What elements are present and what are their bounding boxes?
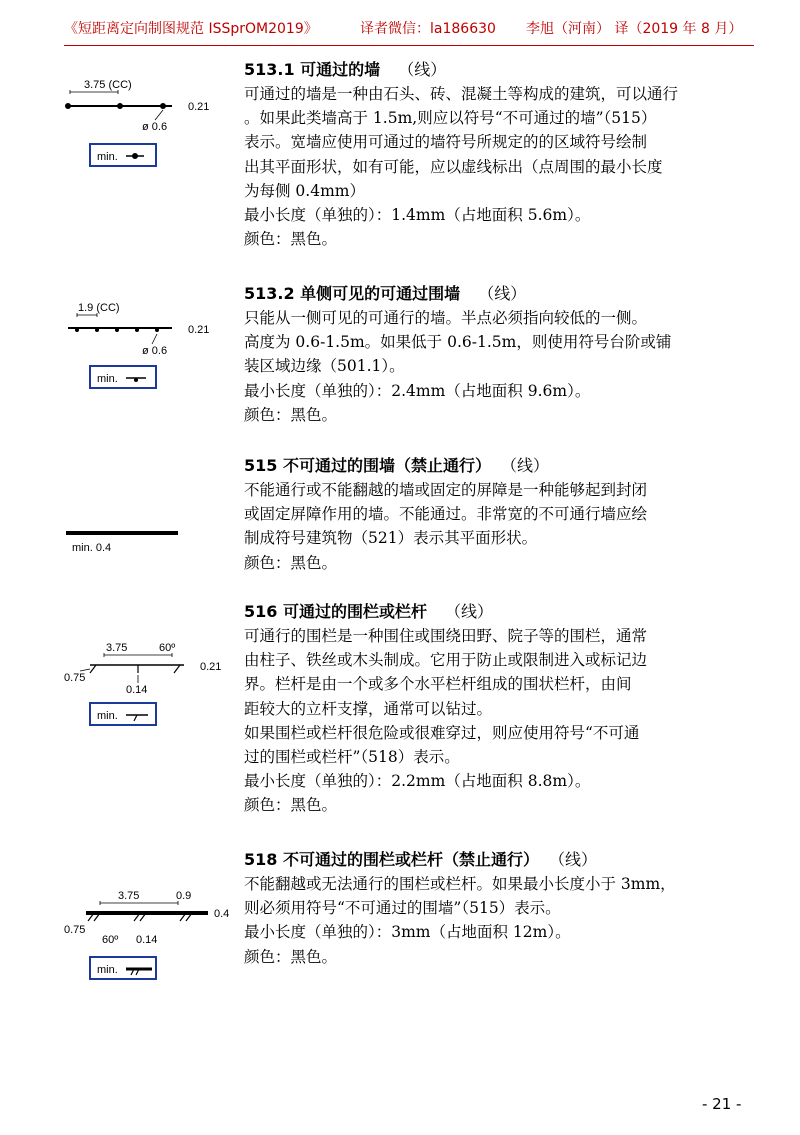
body-line: 颜色：黑色。 xyxy=(244,230,338,249)
body-line: 界。栏杆是由一个或多个水平栏杆组成的围状栏杆，由间 xyxy=(244,675,632,694)
symbol-513-2-diagram xyxy=(60,300,230,440)
symbol-518-diagram xyxy=(60,870,230,1010)
section-title xyxy=(244,600,764,624)
symbol-516-diagram xyxy=(60,620,230,760)
body-line: 则必须用符号“不可通过的围墙”（515）表示。 xyxy=(244,899,561,918)
section-title-text: 518 不可通过的围栏或栏杆（禁止通行） xyxy=(244,850,539,869)
symbol-513-1-min: min. xyxy=(97,151,118,163)
body-line: 最小长度（单独的）：1.4mm（占地面积 5.6m）。 xyxy=(244,206,591,225)
body-line: 装区域边缘（501.1）。 xyxy=(244,357,405,376)
section-type: （线） xyxy=(508,456,549,475)
section-513-2 xyxy=(244,282,764,427)
page-header xyxy=(64,18,754,42)
body-line: 表示。宽墙应使用可通过的墙符号所规定的的区域符号绘制 xyxy=(244,133,648,152)
body-line: 。如果此类墙高于 1.5m,则应以符号“不可通过的墙”（515） xyxy=(244,109,657,128)
body-line: 或固定屏障作用的墙。不能通过。非常宽的不可通行墙应绘 xyxy=(244,505,648,524)
body-line: 为每侧 0.4mm） xyxy=(244,181,365,200)
page-number: - 21 - xyxy=(702,1095,742,1113)
section-513-1 xyxy=(244,58,764,251)
body-line: 颜色：黑色。 xyxy=(244,553,338,572)
section-title xyxy=(244,282,764,306)
symbol-513-2-min: min. xyxy=(97,373,118,385)
section-title-text: 516 可通过的围栏或栏杆 xyxy=(244,602,427,621)
symbol-516-spacing: 3.75 xyxy=(106,642,128,654)
symbol-518-angle: 60º xyxy=(102,934,119,946)
symbol-516-angle: 60º xyxy=(159,642,176,654)
section-type: （线） xyxy=(478,284,527,303)
symbol-518-tick-width: 0.14 xyxy=(136,934,158,946)
symbol-516-min: min. xyxy=(97,710,118,722)
body-line: 只能从一侧可见的可通行的墙。半点必须指向较低的一侧。 xyxy=(244,309,648,327)
symbol-513-1-spacing: 3.75 (CC) xyxy=(84,79,132,91)
section-body xyxy=(244,872,764,969)
body-line: 最小长度（单独的）：2.4mm（占地面积 9.6m）。 xyxy=(244,381,591,400)
body-line: 最小长度（单独的）：2.2mm（占地面积 8.8m）。 xyxy=(244,772,591,791)
section-515 xyxy=(244,454,764,575)
section-body xyxy=(244,82,764,251)
body-line: 最小长度（单独的）：3mm（占地面积 12m）。 xyxy=(244,923,571,942)
section-516 xyxy=(244,600,764,818)
symbol-515-min: min. 0.4 xyxy=(72,542,112,554)
body-line: 不能通行或不能翻越的墙或固定的屏障是一种能够起到封闭 xyxy=(244,481,648,499)
section-body xyxy=(244,306,764,427)
body-line: 制成符号建筑物（521）表示其平面形状。 xyxy=(244,529,538,548)
symbol-516-tick-width: 0.14 xyxy=(126,684,148,696)
section-body xyxy=(244,478,764,575)
symbol-518-tick-length: 0.75 xyxy=(64,924,86,936)
section-type: （线） xyxy=(556,850,597,869)
section-title xyxy=(244,454,764,478)
symbol-513-2-width: 0.21 xyxy=(188,324,210,336)
section-body xyxy=(244,624,764,818)
body-line: 过的围栏或栏杆”（518）表示。 xyxy=(244,748,460,767)
section-518 xyxy=(244,848,764,969)
section-title xyxy=(244,58,764,82)
symbol-518-width: 0.4 xyxy=(214,908,230,920)
header-wechat: 译者微信：la186630 xyxy=(360,21,496,37)
body-line: 可通行的围栏是一种围住或围绕田野、院子等的围栏，通常 xyxy=(244,627,648,645)
header-divider xyxy=(64,45,754,46)
header-book-title: 《短距离定向制图规范 ISSprOM2019》 xyxy=(64,21,318,37)
symbol-513-1-width: 0.21 xyxy=(188,101,210,113)
section-type: （线） xyxy=(444,602,493,621)
body-line: 出其平面形状，如有可能，应以虚线标出（点周围的最小长度 xyxy=(244,157,663,176)
body-line: 如果围栏或栏杆很危险或很难穿过，则应使用符号“不可通 xyxy=(244,723,640,742)
section-title-text: 515 不可通过的围墙（禁止通行） xyxy=(244,456,491,475)
symbol-518-spacing: 3.75 xyxy=(118,890,140,902)
symbol-518-length: 0.9 xyxy=(176,890,192,902)
section-title-text: 513.1 可通过的墙 xyxy=(244,60,381,79)
symbol-518-min: min. xyxy=(97,964,118,976)
body-line: 由柱子、铁丝或木头制成。它用于防止或限制进入或标记边 xyxy=(244,651,648,670)
symbol-513-1-dot: ø 0.6 xyxy=(142,121,168,133)
body-line: 颜色：黑色。 xyxy=(244,796,338,815)
body-line: 颜色：黑色。 xyxy=(244,405,338,424)
body-line: 高度为 0.6-1.5m。如果低于 0.6-1.5m，则使用符号台阶或铺 xyxy=(244,333,672,352)
symbol-513-2-dot: ø 0.6 xyxy=(142,345,168,357)
body-line: 颜色：黑色。 xyxy=(244,947,338,966)
symbol-516-width: 0.21 xyxy=(200,661,222,673)
body-line: 距较大的立杆支撑，通常可以钻过。 xyxy=(244,699,493,718)
symbol-516-tick-length: 0.75 xyxy=(64,672,86,684)
symbol-515-diagram xyxy=(60,475,230,615)
section-type: （线） xyxy=(398,60,447,79)
body-line: 可通过的墙是一种由石头、砖、混凝土等构成的建筑，可以通行 xyxy=(244,85,679,103)
section-title xyxy=(244,848,764,872)
symbol-513-2-spacing: 1.9 (CC) xyxy=(78,302,120,314)
symbol-513-1-diagram xyxy=(60,70,230,210)
header-translator: 李旭（河南） 译（2019 年 8 月） xyxy=(526,21,743,37)
section-title-text: 513.2 单侧可见的可通过围墙 xyxy=(244,284,461,303)
body-line: 不能翻越或无法通行的围栏或栏杆。如果最小长度小于 3mm， xyxy=(244,875,676,893)
